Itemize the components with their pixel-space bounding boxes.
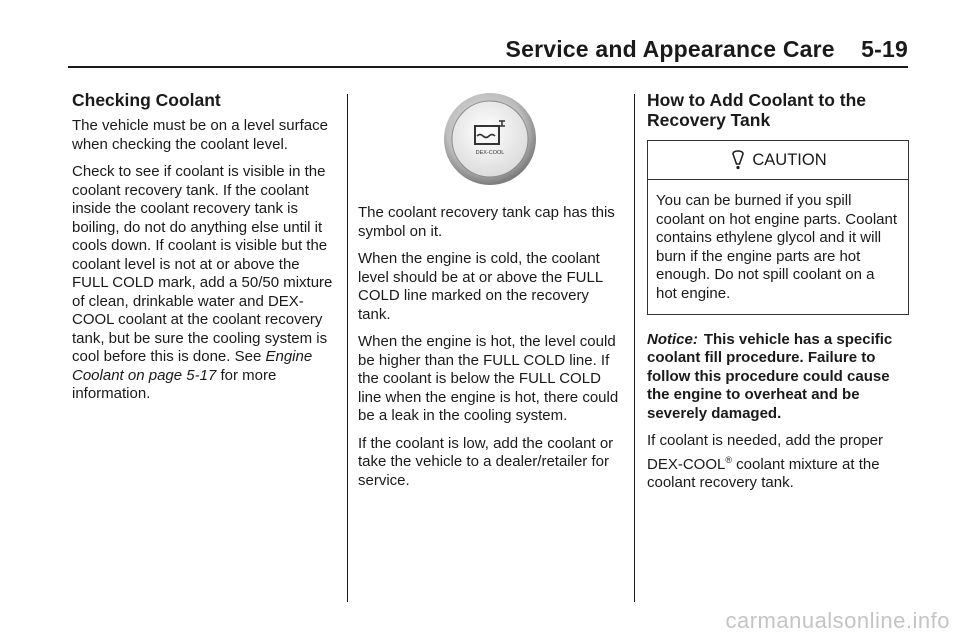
add-coolant-text-a: If coolant is needed, add the proper DEX-COOL	[647, 432, 884, 473]
coolant-cap-illustration	[358, 90, 623, 200]
paragraph-level-surface: The vehicle must be on a level surface when checking the coolant level.	[72, 117, 328, 153]
section-heading-add-coolant: How to Add Coolant to the Recovery Tank	[647, 90, 867, 130]
paragraph-engine-cold: When the engine is cold, the coolant level should be at or above the FULL COLD line marked on the recovery tank.	[358, 250, 603, 323]
column-add-coolant	[647, 90, 909, 502]
column-coolant-cap	[358, 90, 623, 499]
column-divider-left	[347, 94, 348, 602]
page-header	[68, 26, 908, 68]
column-checking-coolant	[72, 90, 337, 413]
engine-coolant-reference-link[interactable]: Engine Coolant on page 5-17	[72, 348, 313, 384]
warning-icon	[729, 150, 747, 170]
page-title: Service and Appearance Care 5-19	[505, 36, 908, 62]
caution-text: You can be burned if you spill coolant on hot engine parts. Coolant contains ethylene glycol and it will burn if the engine parts are hot enough. Do not spill coolant on a hot engine.	[656, 192, 898, 302]
paragraph-check-visible-text: Check to see if coolant is visible in the coolant recovery tank. If the coolant inside the coolant recovery tank is boiling, do not do anything else until it cools down. If coolant is visible but the coolant level is not at or above the FULL COLD mark, add a 50/50 mixture of clean, drinkable water and DEX-COOL coolant at the coolant recovery tank, but be sure the cooling system is cool before this is done. See	[72, 163, 333, 365]
notice-text: This vehicle has a specific coolant fill procedure. Failure to follow this procedure could cause the engine to overheat and be severely damaged.	[647, 330, 893, 422]
column-divider-right	[634, 94, 635, 602]
caution-title: CAUTION	[752, 150, 827, 169]
site-watermark: carmanualsonline.info	[725, 608, 950, 633]
registered-mark: ®	[725, 454, 732, 465]
caution-header	[648, 141, 908, 180]
paragraph-check-visible-end: for more information.	[72, 366, 277, 402]
paragraph-engine-hot: When the engine is hot, the level could be higher than the FULL COLD line. If the coolant is below the FULL COLD line when the engine is hot, there could be a leak in the cooling system.	[358, 333, 619, 424]
add-coolant-text-b: coolant mixture at the coolant recovery tank.	[647, 455, 880, 492]
cap-icon-label: DEX-COOL	[475, 150, 505, 156]
notice-paragraph	[647, 331, 909, 424]
coolant-cap-symbol-icon	[442, 90, 538, 188]
caution-box	[647, 140, 909, 315]
paragraph-coolant-low: If the coolant is low, add the coolant or take the vehicle to a dealer/retailer for service.	[358, 434, 614, 489]
notice-label: Notice:	[647, 330, 698, 348]
paragraph-check-visible	[72, 163, 337, 404]
paragraph-cap-symbol: The coolant recovery tank cap has this symbol on it.	[358, 204, 615, 240]
paragraph-add-coolant	[647, 432, 909, 493]
section-heading-checking-coolant: Checking Coolant	[72, 90, 221, 110]
